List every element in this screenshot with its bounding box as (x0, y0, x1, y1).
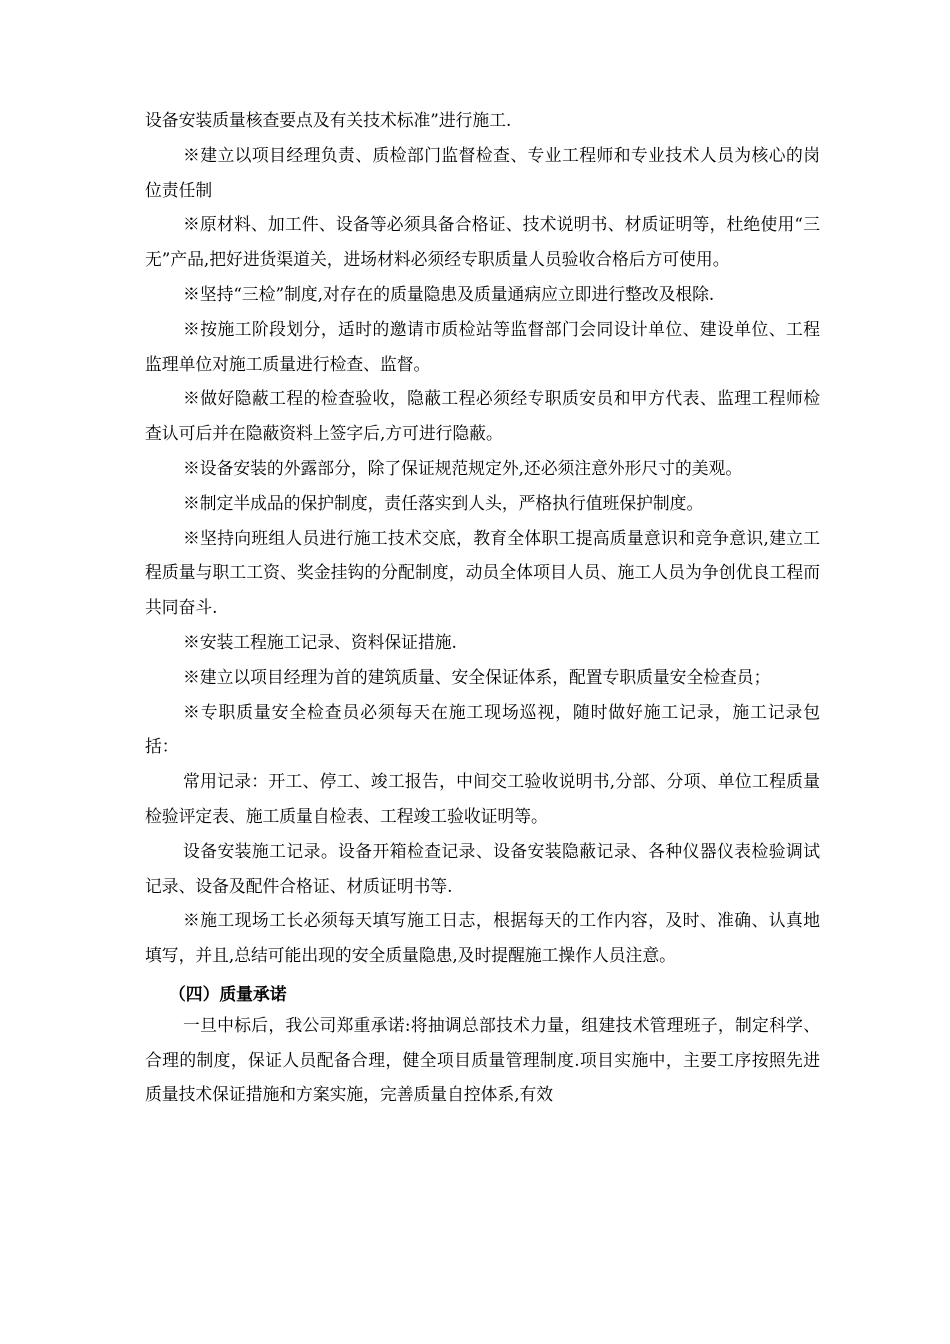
document-body (145, 103, 820, 1112)
paragraph-10: ※安装工程施工记录、资料保证措施. (183, 631, 457, 652)
paragraph-6: ※做好隐蔽工程的检查验收，隐蔽工程必须经专职质安员和甲方代表、监理工程师检查认可后并在隐蔽资料上签字后,方可进行隐蔽。 (145, 388, 820, 444)
paragraph-7: ※设备安装的外露部分，除了保证规范规定外,还必须注意外形尺寸的美观。 (183, 457, 743, 478)
paragraph-13: 常用记录：开工、停工、竣工报告，中间交工验收说明书,分部、分项、单位工程质量检验评定表、施工质量自检表、工程竣工验收证明等。 (145, 771, 820, 826)
paragraph-15: ※施工现场工长必须每天填写施工日志，根据每天的工作内容，及时、准确、认真地填写，并且,总结可能出现的安全质量隐患,及时提醒施工操作人员注意。 (145, 910, 820, 966)
section-heading: （四）质量承诺 (169, 983, 287, 1004)
paragraph-5: ※按施工阶段划分，适时的邀请市质检站等监督部门会同设计单位、建设单位、工程监理单位对施工质量进行检查、监督。 (145, 318, 820, 374)
paragraph-3: ※原材料、加工件、设备等必须具备合格证、技术说明书、材质证明等，杜绝使用“三无”产品,把好进货渠道关，进场材料必须经专职质量人员验收合格后方可使用。 (145, 214, 820, 270)
paragraph-14: 设备安装施工记录。设备开箱检查记录、设备安装隐蔽记录、各种仪器仪表检验调试记录、设备及配件合格证、材质证明书等. (145, 840, 820, 896)
section-paragraph: 一旦中标后，我公司郑重承诺:将抽调总部技术力量，组建技术管理班子，制定科学、合理的制度，保证人员配备合理，健全项目质量管理制度.项目实施中，主要工序按照先进质量技术保证措施和方案实施，完善质量自控体系,有效 (145, 1014, 820, 1105)
paragraph-1: 设备安装质量核查要点及有关技术标准”进行施工. (145, 110, 512, 130)
paragraph-12: ※专职质量安全检查员必须每天在施工现场巡视，随时做好施工记录，施工记录包括： (145, 701, 820, 757)
paragraph-11: ※建立以项目经理为首的建筑质量、安全保证体系，配置专职质量安全检查员； (183, 666, 771, 687)
paragraph-8: ※制定半成品的保护制度，责任落实到人头，严格执行值班保护制度。 (183, 492, 704, 513)
paragraph-9: ※坚持向班组人员进行施工技术交底，教育全体职工提高质量意识和竞争意识,建立工程质量与职工工资、奖金挂钩的分配制度，动员全体项目人员、施工人员为争创优良工程而共同奋斗. (145, 527, 820, 618)
paragraph-4: ※坚持“三检”制度,对存在的质量隐患及质量通病应立即进行整改及根除. (183, 283, 715, 304)
paragraph-2: ※建立以项目经理负责、质检部门监督检查、专业工程师和专业技术人员为核心的岗位责任制 (145, 144, 820, 200)
